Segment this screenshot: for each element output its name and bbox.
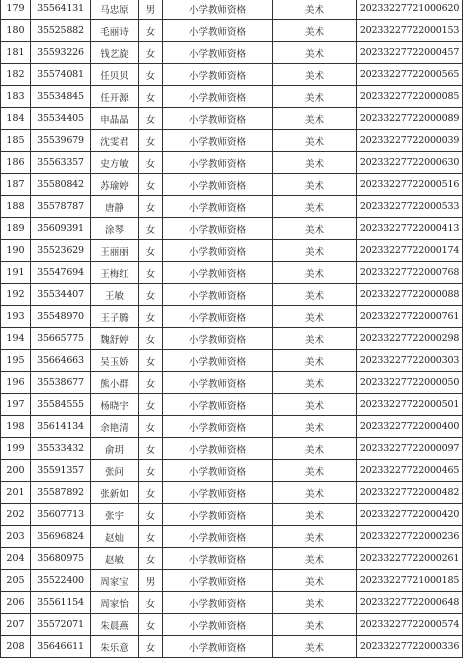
seq-cell: 200 <box>1 460 31 482</box>
seq-cell: 182 <box>1 64 31 86</box>
subject-cell: 美术 <box>273 86 357 108</box>
id-cell: 35696824 <box>31 526 91 548</box>
seq-cell: 195 <box>1 350 31 372</box>
cert-number-cell: 20233227722000761 <box>357 306 463 328</box>
gender-cell: 女 <box>139 416 163 438</box>
gender-cell: 女 <box>139 548 163 570</box>
qualification-cell: 小学教师资格 <box>163 570 273 592</box>
gender-cell: 女 <box>139 218 163 240</box>
seq-cell: 179 <box>1 0 31 20</box>
qualification-cell: 小学教师资格 <box>163 174 273 196</box>
cert-number-cell: 20233227722000465 <box>357 460 463 482</box>
table-row <box>1 284 463 306</box>
gender-cell: 女 <box>139 350 163 372</box>
cert-number-cell: 20233227722000533 <box>357 196 463 218</box>
name-cell: 俞玥 <box>91 438 139 460</box>
subject-cell: 美术 <box>273 460 357 482</box>
table-row <box>1 130 463 152</box>
qualification-cell: 小学教师资格 <box>163 64 273 86</box>
table-row <box>1 350 463 372</box>
gender-cell: 女 <box>139 108 163 130</box>
name-cell: 王梅红 <box>91 262 139 284</box>
qualification-cell: 小学教师资格 <box>163 42 273 64</box>
table-row <box>1 372 463 394</box>
cert-number-cell: 20233227722000174 <box>357 240 463 262</box>
id-cell: 35525882 <box>31 20 91 42</box>
seq-cell: 202 <box>1 504 31 526</box>
seq-cell: 181 <box>1 42 31 64</box>
name-cell: 沈雯君 <box>91 130 139 152</box>
id-cell: 35664663 <box>31 350 91 372</box>
id-cell: 35561154 <box>31 592 91 614</box>
gender-cell: 女 <box>139 592 163 614</box>
subject-cell: 美术 <box>273 196 357 218</box>
gender-cell: 女 <box>139 130 163 152</box>
name-cell: 毛丽诗 <box>91 20 139 42</box>
gender-cell: 女 <box>139 196 163 218</box>
cert-number-cell: 20233227722000088 <box>357 284 463 306</box>
id-cell: 35578787 <box>31 196 91 218</box>
name-cell: 周家怡 <box>91 592 139 614</box>
seq-cell: 187 <box>1 174 31 196</box>
id-cell: 35591357 <box>31 460 91 482</box>
name-cell: 王敏 <box>91 284 139 306</box>
cert-number-cell: 20233227722000153 <box>357 20 463 42</box>
qualification-cell: 小学教师资格 <box>163 372 273 394</box>
qualification-cell: 小学教师资格 <box>163 460 273 482</box>
gender-cell: 男 <box>139 570 163 592</box>
gender-cell: 女 <box>139 174 163 196</box>
cert-number-cell: 20233227722000261 <box>357 548 463 570</box>
gender-cell: 女 <box>139 86 163 108</box>
seq-cell: 208 <box>1 636 31 658</box>
cert-number-cell: 20233227722000457 <box>357 42 463 64</box>
gender-cell: 女 <box>139 372 163 394</box>
subject-cell: 美术 <box>273 108 357 130</box>
table-row <box>1 64 463 86</box>
table-row <box>1 416 463 438</box>
name-cell: 马忠原 <box>91 0 139 20</box>
gender-cell: 女 <box>139 460 163 482</box>
subject-cell: 美术 <box>273 20 357 42</box>
id-cell: 35609391 <box>31 218 91 240</box>
subject-cell: 美术 <box>273 152 357 174</box>
cert-number-cell: 20233227722000574 <box>357 614 463 636</box>
id-cell: 35607713 <box>31 504 91 526</box>
qualification-cell: 小学教师资格 <box>163 636 273 658</box>
subject-cell: 美术 <box>273 350 357 372</box>
cert-number-cell: 20233227722000648 <box>357 592 463 614</box>
seq-cell: 206 <box>1 592 31 614</box>
gender-cell: 女 <box>139 262 163 284</box>
subject-cell: 美术 <box>273 482 357 504</box>
cert-number-cell: 20233227722000420 <box>357 504 463 526</box>
gender-cell: 女 <box>139 284 163 306</box>
cert-number-cell: 20233227722000501 <box>357 394 463 416</box>
table-row <box>1 262 463 284</box>
name-cell: 张宇 <box>91 504 139 526</box>
subject-cell: 美术 <box>273 174 357 196</box>
qualification-cell: 小学教师资格 <box>163 152 273 174</box>
seq-cell: 186 <box>1 152 31 174</box>
subject-cell: 美术 <box>273 130 357 152</box>
name-cell: 吴玉娇 <box>91 350 139 372</box>
seq-cell: 190 <box>1 240 31 262</box>
cert-number-cell: 20233227721000185 <box>357 570 463 592</box>
table-row <box>1 526 463 548</box>
id-cell: 35534405 <box>31 108 91 130</box>
gender-cell: 女 <box>139 152 163 174</box>
subject-cell: 美术 <box>273 636 357 658</box>
roster-table-body <box>1 0 463 658</box>
subject-cell: 美术 <box>273 526 357 548</box>
id-cell: 35538677 <box>31 372 91 394</box>
cert-number-cell: 20233227722000097 <box>357 438 463 460</box>
subject-cell: 美术 <box>273 328 357 350</box>
subject-cell: 美术 <box>273 306 357 328</box>
subject-cell: 美术 <box>273 394 357 416</box>
table-row <box>1 196 463 218</box>
gender-cell: 女 <box>139 64 163 86</box>
qualification-cell: 小学教师资格 <box>163 614 273 636</box>
id-cell: 35539679 <box>31 130 91 152</box>
qualification-cell: 小学教师资格 <box>163 262 273 284</box>
name-cell: 王子腾 <box>91 306 139 328</box>
name-cell: 任贝贝 <box>91 64 139 86</box>
subject-cell: 美术 <box>273 218 357 240</box>
id-cell: 35564131 <box>31 0 91 20</box>
id-cell: 35534407 <box>31 284 91 306</box>
table-row <box>1 108 463 130</box>
cert-number-cell: 20233227722000630 <box>357 152 463 174</box>
cert-number-cell: 20233227722000085 <box>357 86 463 108</box>
id-cell: 35533432 <box>31 438 91 460</box>
id-cell: 35534845 <box>31 86 91 108</box>
cert-number-cell: 20233227722000303 <box>357 350 463 372</box>
seq-cell: 189 <box>1 218 31 240</box>
table-row <box>1 328 463 350</box>
gender-cell: 女 <box>139 636 163 658</box>
seq-cell: 199 <box>1 438 31 460</box>
qualification-cell: 小学教师资格 <box>163 240 273 262</box>
seq-cell: 205 <box>1 570 31 592</box>
name-cell: 苏瑜婷 <box>91 174 139 196</box>
seq-cell: 196 <box>1 372 31 394</box>
table-row <box>1 570 463 592</box>
qualification-cell: 小学教师资格 <box>163 350 273 372</box>
cert-number-cell: 20233227722000768 <box>357 262 463 284</box>
table-row <box>1 174 463 196</box>
table-row <box>1 240 463 262</box>
id-cell: 35587892 <box>31 482 91 504</box>
id-cell: 35522400 <box>31 570 91 592</box>
cert-number-cell: 20233227722000039 <box>357 130 463 152</box>
name-cell: 朱乐意 <box>91 636 139 658</box>
qualification-cell: 小学教师资格 <box>163 306 273 328</box>
qualification-cell: 小学教师资格 <box>163 108 273 130</box>
id-cell: 35548970 <box>31 306 91 328</box>
table-row <box>1 504 463 526</box>
name-cell: 申晶晶 <box>91 108 139 130</box>
subject-cell: 美术 <box>273 438 357 460</box>
qualification-cell: 小学教师资格 <box>163 284 273 306</box>
id-cell: 35563357 <box>31 152 91 174</box>
name-cell: 魏舒婷 <box>91 328 139 350</box>
cert-number-cell: 20233227721000620 <box>357 0 463 20</box>
table-row <box>1 20 463 42</box>
qualification-cell: 小学教师资格 <box>163 592 273 614</box>
table-row <box>1 394 463 416</box>
table-row <box>1 42 463 64</box>
gender-cell: 女 <box>139 394 163 416</box>
name-cell: 熊小群 <box>91 372 139 394</box>
subject-cell: 美术 <box>273 592 357 614</box>
id-cell: 35680975 <box>31 548 91 570</box>
qualification-cell: 小学教师资格 <box>163 526 273 548</box>
table-row <box>1 592 463 614</box>
cert-number-cell: 20233227722000336 <box>357 636 463 658</box>
qualification-cell: 小学教师资格 <box>163 548 273 570</box>
name-cell: 杨晓宇 <box>91 394 139 416</box>
seq-cell: 188 <box>1 196 31 218</box>
id-cell: 35614134 <box>31 416 91 438</box>
gender-cell: 女 <box>139 240 163 262</box>
table-row <box>1 0 463 20</box>
id-cell: 35580842 <box>31 174 91 196</box>
subject-cell: 美术 <box>273 548 357 570</box>
table-row <box>1 636 463 658</box>
table-row <box>1 548 463 570</box>
qualification-cell: 小学教师资格 <box>163 0 273 20</box>
name-cell: 涂琴 <box>91 218 139 240</box>
cert-number-cell: 20233227722000565 <box>357 64 463 86</box>
id-cell: 35584555 <box>31 394 91 416</box>
subject-cell: 美术 <box>273 0 357 20</box>
seq-cell: 197 <box>1 394 31 416</box>
qualification-cell: 小学教师资格 <box>163 438 273 460</box>
table-row <box>1 152 463 174</box>
seq-cell: 184 <box>1 108 31 130</box>
id-cell: 35572071 <box>31 614 91 636</box>
subject-cell: 美术 <box>273 262 357 284</box>
qualification-cell: 小学教师资格 <box>163 482 273 504</box>
subject-cell: 美术 <box>273 570 357 592</box>
id-cell: 35547694 <box>31 262 91 284</box>
seq-cell: 193 <box>1 306 31 328</box>
table-row <box>1 86 463 108</box>
name-cell: 钱艺旋 <box>91 42 139 64</box>
name-cell: 王丽丽 <box>91 240 139 262</box>
cert-number-cell: 20233227722000516 <box>357 174 463 196</box>
seq-cell: 203 <box>1 526 31 548</box>
cert-number-cell: 20233227722000298 <box>357 328 463 350</box>
subject-cell: 美术 <box>273 372 357 394</box>
name-cell: 张新如 <box>91 482 139 504</box>
cert-number-cell: 20233227722000050 <box>357 372 463 394</box>
gender-cell: 男 <box>139 0 163 20</box>
gender-cell: 女 <box>139 614 163 636</box>
table-row <box>1 460 463 482</box>
gender-cell: 女 <box>139 328 163 350</box>
qualification-cell: 小学教师资格 <box>163 504 273 526</box>
qualification-cell: 小学教师资格 <box>163 130 273 152</box>
name-cell: 张问 <box>91 460 139 482</box>
seq-cell: 183 <box>1 86 31 108</box>
seq-cell: 198 <box>1 416 31 438</box>
cert-number-cell: 20233227722000482 <box>357 482 463 504</box>
seq-cell: 204 <box>1 548 31 570</box>
subject-cell: 美术 <box>273 240 357 262</box>
id-cell: 35593226 <box>31 42 91 64</box>
seq-cell: 185 <box>1 130 31 152</box>
qualification-cell: 小学教师资格 <box>163 20 273 42</box>
gender-cell: 女 <box>139 504 163 526</box>
qualification-cell: 小学教师资格 <box>163 218 273 240</box>
gender-cell: 女 <box>139 42 163 64</box>
id-cell: 35665775 <box>31 328 91 350</box>
id-cell: 35574081 <box>31 64 91 86</box>
subject-cell: 美术 <box>273 42 357 64</box>
subject-cell: 美术 <box>273 416 357 438</box>
table-row <box>1 482 463 504</box>
table-row <box>1 306 463 328</box>
qualification-cell: 小学教师资格 <box>163 394 273 416</box>
cert-number-cell: 20233227722000089 <box>357 108 463 130</box>
seq-cell: 201 <box>1 482 31 504</box>
seq-cell: 191 <box>1 262 31 284</box>
gender-cell: 女 <box>139 306 163 328</box>
gender-cell: 女 <box>139 482 163 504</box>
qualification-cell: 小学教师资格 <box>163 416 273 438</box>
name-cell: 唐静 <box>91 196 139 218</box>
gender-cell: 女 <box>139 20 163 42</box>
name-cell: 任开源 <box>91 86 139 108</box>
qualification-cell: 小学教师资格 <box>163 196 273 218</box>
subject-cell: 美术 <box>273 64 357 86</box>
id-cell: 35646611 <box>31 636 91 658</box>
name-cell: 赵敏 <box>91 548 139 570</box>
seq-cell: 207 <box>1 614 31 636</box>
subject-cell: 美术 <box>273 614 357 636</box>
gender-cell: 女 <box>139 526 163 548</box>
gender-cell: 女 <box>139 438 163 460</box>
name-cell: 余艳清 <box>91 416 139 438</box>
subject-cell: 美术 <box>273 284 357 306</box>
subject-cell: 美术 <box>273 504 357 526</box>
table-row <box>1 614 463 636</box>
cert-number-cell: 20233227722000236 <box>357 526 463 548</box>
table-row <box>1 438 463 460</box>
name-cell: 朱晨燕 <box>91 614 139 636</box>
cert-number-cell: 20233227722000400 <box>357 416 463 438</box>
cert-number-cell: 20233227722000413 <box>357 218 463 240</box>
seq-cell: 180 <box>1 20 31 42</box>
qualification-cell: 小学教师资格 <box>163 328 273 350</box>
seq-cell: 194 <box>1 328 31 350</box>
name-cell: 周家宝 <box>91 570 139 592</box>
table-row <box>1 218 463 240</box>
id-cell: 35523629 <box>31 240 91 262</box>
seq-cell: 192 <box>1 284 31 306</box>
name-cell: 史方敏 <box>91 152 139 174</box>
name-cell: 赵灿 <box>91 526 139 548</box>
qualification-cell: 小学教师资格 <box>163 86 273 108</box>
